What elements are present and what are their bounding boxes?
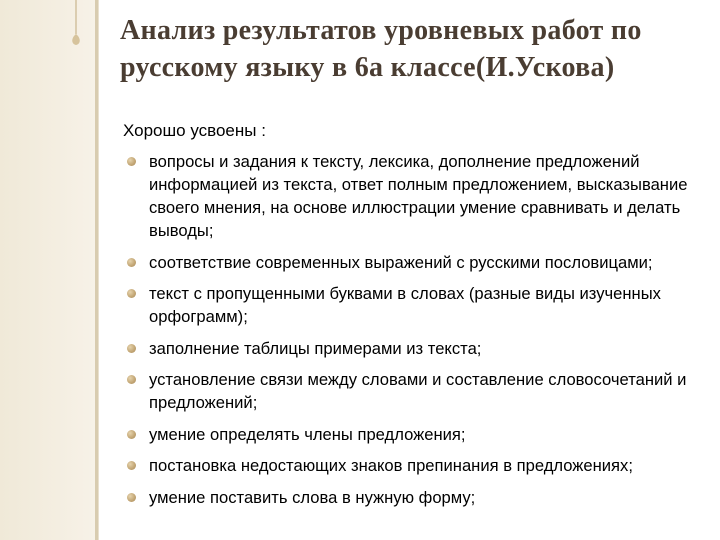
list-item-text: соответствие современных выражений с русскими пословицами; — [149, 252, 653, 272]
list-item — [103, 368, 713, 414]
bullet-list — [103, 150, 713, 517]
list-item-text: умение определять члены предложения; — [149, 424, 466, 444]
list-item-text: постановка недостающих знаков препинания в предложениях; — [149, 456, 633, 475]
list-item-text: вопросы и задания к тексту, лексика, дополнение предложений информацией из текста, ответ полным предложением, высказывание своего мнения, на основе иллюстрации умение сравнивать и делать выводы; — [149, 152, 688, 240]
list-item — [103, 423, 713, 446]
slide-title: Анализ результатов уровневых работ по русскому языку в 6а классе(И.Ускова) — [120, 15, 642, 83]
list-item — [103, 486, 713, 509]
bullet-icon — [127, 375, 136, 384]
bullet-icon — [127, 157, 136, 166]
bullet-icon — [127, 289, 136, 298]
section-subtitle: Хорошо усвоены : — [123, 121, 266, 140]
list-item — [103, 454, 713, 477]
list-item — [103, 337, 713, 360]
list-item-text: установление связи между словами и составление словосочетаний и предложений; — [149, 370, 687, 412]
bullet-icon — [127, 258, 136, 267]
list-item — [103, 150, 713, 242]
list-item — [103, 251, 713, 274]
bullet-icon — [127, 461, 136, 470]
decorative-side-band — [0, 0, 97, 540]
list-item — [103, 282, 713, 328]
decorative-vertical-rule — [95, 0, 99, 540]
list-item-text: заполнение таблицы примерами из текста; — [149, 338, 482, 358]
bullet-icon — [127, 493, 136, 502]
bullet-icon — [127, 430, 136, 439]
bullet-icon — [127, 344, 136, 353]
ornament-icon — [70, 0, 82, 46]
list-item-text: умение поставить слова в нужную форму; — [149, 487, 476, 507]
list-item-text: текст с пропущенными буквами в словах (разные виды изученных орфограмм); — [149, 284, 661, 326]
